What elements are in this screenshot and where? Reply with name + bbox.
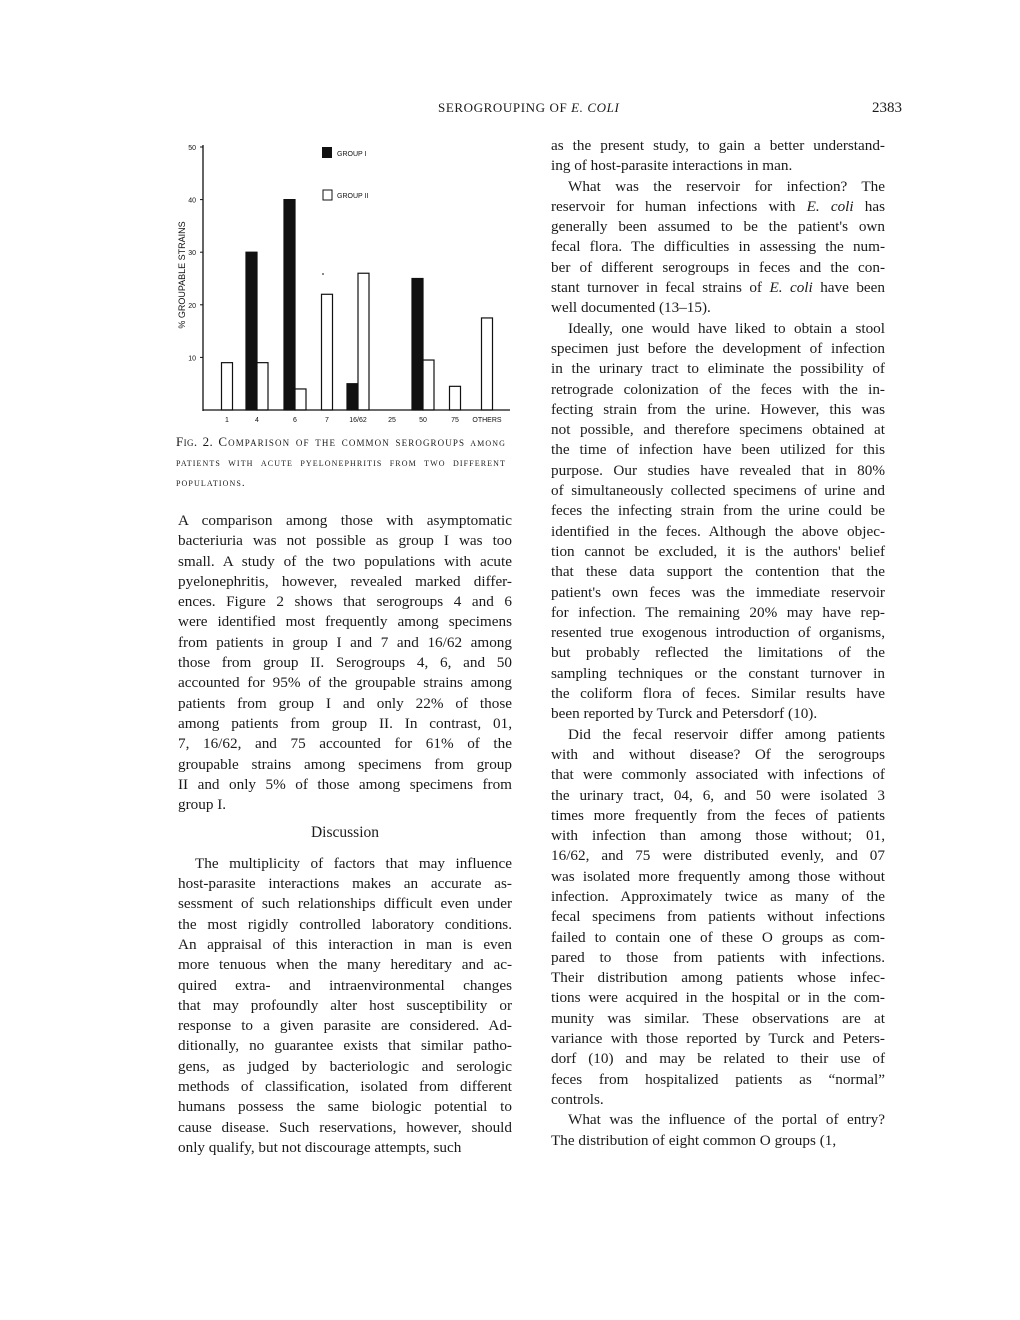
text-line: 7, 16/62, and 75 accounted for 61% of the [178, 735, 512, 753]
x-tick-label: 4 [255, 417, 259, 424]
text-line: among patients from group II. In contrast, 01, [178, 714, 512, 732]
text-line: resented true exogenous introduction of organisms, [551, 624, 885, 642]
x-tick-label: 16/62 [349, 417, 367, 424]
text-line: tion cannot be excluded, it is the authors' belief [551, 542, 885, 560]
text-line: A comparison among those with asymptomatic [178, 512, 512, 529]
bar-group-ii-7 [322, 294, 333, 410]
text-line: accounted for 95% of the groupable strains among [178, 674, 512, 692]
text-line: infection. Approximately twice as many of the [551, 887, 885, 905]
text-line: group I. [178, 796, 227, 814]
text-line: The multiplicity of factors that may influence [195, 854, 512, 872]
text-line: dorf (10) and may be related to their use of [551, 1050, 885, 1068]
text-line: times more frequently from the feces of patients [551, 806, 885, 824]
bar-group-ii-others [482, 318, 493, 410]
text-line: well documented (13–15). [551, 299, 711, 317]
left-column [178, 511, 512, 1158]
text-line: that these data support the contention that the [551, 563, 885, 581]
reservoir-paragraph [551, 177, 885, 319]
continued-paragraph [551, 136, 885, 177]
text-line: sessment of such relationships difficult even under [178, 895, 512, 913]
text-line: groupable strains among specimens from group [178, 755, 512, 773]
text-line: 16/62, and 75 were distributed evenly, and 07 [551, 847, 885, 865]
text-line: the time of infection have been utilized for this [551, 441, 885, 459]
text-line: response to a given parasite are considered. Ad- [178, 1017, 512, 1035]
text-line: not possible, and therefore specimens obtained at [551, 421, 885, 439]
text-line: for infection. The remaining 20% may have rep- [551, 603, 885, 621]
bar-group-i-6 [284, 200, 295, 410]
text-line: bacteriuria was not possible as group I was too [178, 532, 512, 550]
text-line: feces from hospitalized patients as “normal” [551, 1070, 885, 1088]
text-line: fecting strain from the urine. However, this was [551, 400, 885, 418]
x-tick-labels [225, 417, 502, 424]
text-line: from patients in group I and 7 and 16/62 among [178, 633, 512, 651]
text-line: the coliform flora of feces. Similar results have [551, 685, 885, 703]
legend-label-group-i: GROUP I [337, 151, 367, 158]
x-tick-label: 7 [325, 417, 329, 424]
text-line: The distribution of eight common O groups (1, [551, 1131, 837, 1149]
text-line: What was the reservoir for infection? The [568, 177, 885, 195]
caption-rest: among patients with acute pyelonephritis from two different populations. [176, 437, 507, 489]
text-line: of simultaneously collected specimens of urine and [551, 482, 885, 500]
text-line: An appraisal of this interaction in man is even [178, 935, 512, 953]
text-line: in the urinary tract to eliminate the possibility of [551, 360, 885, 378]
text-line: ber of different serogroups in feces and the con- [551, 258, 885, 276]
legend-swatch-group-ii [323, 190, 332, 200]
bar-group-i-50 [412, 279, 423, 411]
bar-group-ii-1 [222, 363, 233, 410]
text-line: purpose. Our studies have revealed that in 80% [551, 461, 885, 479]
y-tick-label: 20 [188, 302, 196, 310]
legend-label-group-ii: GROUP II [337, 193, 369, 200]
text-line: specimen just before the development of infection [551, 339, 885, 357]
text-line: cause disease. Such reservations, however, should [178, 1118, 512, 1136]
text-line: tions were acquired in the hospital or in the com- [551, 989, 885, 1007]
text-line: that were commonly associated with infections of [551, 766, 885, 784]
y-ticks [188, 145, 203, 362]
text-line: sampling techniques or the constant turnover in [551, 664, 885, 682]
text-line: methods of classification, isolated from different [178, 1078, 512, 1096]
caption-figure-number: Fig. 2. [176, 434, 214, 449]
text-line: ditionally, no guarantee exists that similar patho- [178, 1037, 512, 1055]
text-line: humans possess the same biologic potential to [178, 1098, 512, 1116]
text-line: that may profoundly alter host susceptibility or [178, 996, 512, 1014]
right-column [551, 136, 885, 1151]
bars-layer [222, 200, 493, 410]
bar-group-i-4 [246, 252, 257, 410]
text-line: feces the infecting strain from the urine could be [551, 502, 885, 520]
text-line: ences. Figure 2 shows that serogroups 4 and 6 [178, 593, 512, 611]
text-line: the most rigidly controlled laboratory conditions. [178, 915, 512, 933]
y-axis-label: % GROUPABLE STRAINS [177, 221, 187, 329]
x-tick-label: 6 [293, 417, 297, 424]
y-tick-label: 50 [188, 145, 196, 152]
x-tick-label: OTHERS [472, 417, 502, 424]
fecal-reservoir-paragraph [551, 725, 885, 1111]
stray-mark [322, 273, 324, 275]
text-line: failed to contain one of these O groups as com- [551, 928, 885, 946]
caption-title: Comparison of the common serogroups [218, 434, 466, 449]
text-line: reservoir for human infections with E. coli has [551, 197, 885, 215]
text-line: the urinary tract, 04, 6, and 50 were isolated 3 [551, 786, 885, 804]
bar-group-ii-4 [257, 363, 268, 410]
y-tick-label: 10 [188, 355, 196, 363]
text-line: as the present study, to gain a better understand- [551, 137, 885, 154]
text-line: pyelonephritis, however, revealed marked differ- [178, 572, 512, 590]
text-line: quired extra- and intraenvironmental changes [178, 976, 512, 994]
text-line: stant turnover in fecal strains of E. coli have been [551, 279, 885, 297]
x-tick-label: 75 [451, 417, 459, 424]
text-line: munity was similar. These observations are at [551, 1009, 885, 1027]
text-line: more tenuous when the many hereditary and ac- [178, 956, 512, 974]
text-line: was isolated more frequently among those without [551, 867, 885, 885]
x-tick-label: 50 [419, 417, 427, 424]
text-line: patient's own feces was the immediate reservoir [551, 583, 885, 601]
text-line: identified in the feces. Although the above objec- [551, 522, 885, 540]
bar-group-ii-75 [450, 386, 461, 410]
text-line: with infection than among those without; 01, [551, 827, 885, 845]
text-line: gens, as judged by bacteriologic and serologic [178, 1057, 512, 1075]
text-line: fecal specimens from patients without infections [551, 908, 885, 926]
text-line: fecal flora. The difficulties in assessing the num- [551, 238, 885, 256]
text-line: Ideally, one would have liked to obtain a stool [568, 319, 885, 337]
bar-group-ii-16-62 [358, 273, 369, 410]
text-line: II and only 5% of those among specimens from [178, 775, 512, 793]
text-line: but probably reflected the limitations of the [551, 644, 885, 662]
species-name: E. coli [806, 197, 854, 215]
figure-2-bar-chart [170, 135, 515, 425]
y-tick-label: 30 [188, 250, 196, 258]
legend-swatch-group-i [322, 147, 332, 158]
text-line: host-parasite interactions makes an accurate as- [178, 875, 512, 893]
text-line: What was the influence of the portal of entry? [568, 1111, 885, 1129]
y-tick-label: 40 [188, 197, 196, 205]
text-line: Did the fecal reservoir differ among patients [568, 725, 885, 743]
discussion-paragraph [178, 854, 512, 1158]
figure-caption [176, 432, 506, 493]
text-line: with and without disease? Of the serogroups [551, 745, 885, 763]
species-name: E. coli [769, 279, 813, 297]
text-line: those from group II. Serogroups 4, 6, and 50 [178, 654, 512, 672]
results-paragraph [178, 511, 512, 815]
bar-group-ii-50 [423, 360, 434, 410]
legend [322, 147, 368, 200]
text-line: patients from group I and only 22% of those [178, 694, 512, 712]
portal-of-entry-paragraph [551, 1110, 885, 1151]
text-line: only qualify, but not discourage attempts, such [178, 1138, 462, 1156]
text-line: ing of host-parasite interactions in man. [551, 157, 793, 175]
page-number: 2383 [872, 100, 902, 116]
section-heading-discussion: Discussion [310, 824, 380, 842]
x-tick-label: 25 [388, 417, 396, 424]
text-line: Their distribution among patients whose infec- [551, 969, 885, 987]
running-title: SEROGROUPING OF E. COLI [438, 100, 620, 115]
text-line: been reported by Turck and Petersdorf (10). [551, 705, 818, 723]
bar-group-ii-6 [295, 389, 306, 410]
text-line: retrograde colonization of the feces with the in- [551, 380, 885, 398]
text-line: generally been assumed to be the patient's own [551, 218, 885, 236]
text-line: variance with those reported by Turck and Peters- [551, 1030, 885, 1048]
text-line: small. A study of the two populations with acute [178, 552, 512, 570]
running-title-italic: E. COLI [571, 100, 620, 115]
text-line: controls. [551, 1090, 604, 1108]
x-tick-label: 1 [225, 417, 229, 424]
bar-group-i-16-62 [347, 384, 358, 410]
text-line: were identified most frequently among specimens [178, 613, 512, 631]
text-line: pared to those from patients with infections. [551, 948, 885, 966]
stool-specimen-paragraph [551, 319, 885, 725]
